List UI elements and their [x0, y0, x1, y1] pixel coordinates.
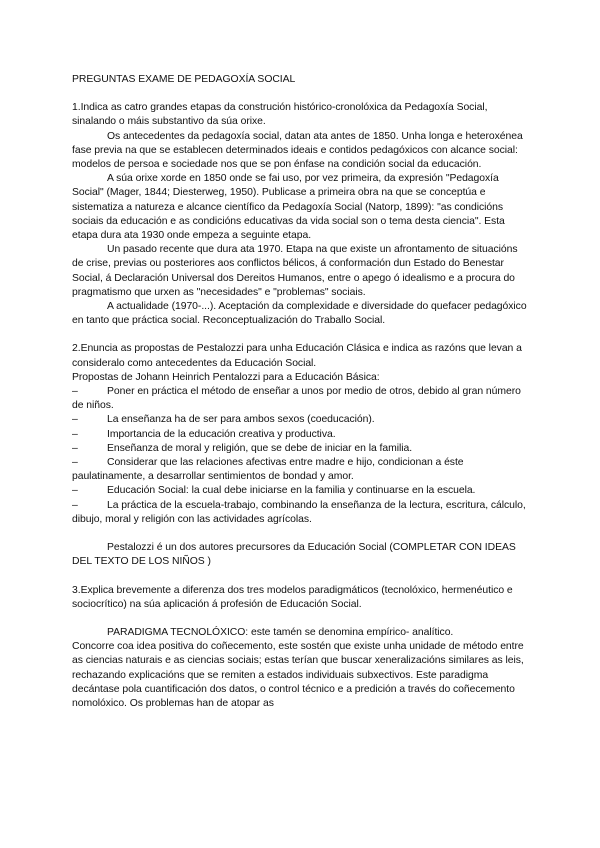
list-item	[72, 456, 528, 484]
q3-paradigma-tecnoloxico-text: Concorre coa idea positiva do coñecemento, este sostén que existe unha unidade de método entre as ciencias naturais e as ciencias sociais; estas terían que buscar xeneralizacións similares as leis, rechazando explicacións que se remiten a estados individuais subxectivos. Este paradigma decántase pola cuantificación dos datos, o control técnico e a predición a través do coñecemento nomolóxico. Os problemas han de atopar as	[72, 641, 524, 709]
document-title: PREGUNTAS EXAME DE PEDAGOXÍA SOCIAL	[72, 74, 296, 85]
q1-paragraph-antecedentes: Os antecedentes da pedagoxía social, datan ata antes de 1850. Unha longa e heteroxénea fase previa na que se establecen determinados ideais e contidos pedagóxicos con alcance social: modelos de persoa e sociedade nos que se pon énfase na condición social da educación.	[72, 130, 523, 171]
q1-paragraph-pasado-recente: Un pasado recente que dura ata 1970. Etapa na que existe un afrontamento de situacións de crise, previas ou posteriores aos conflictos bélicos, á conformación dun Estado do Benestar Social, á Declaración Universal dos Dereitos Humanos, entre o apego ó idealismo e a procura do pragmatismo que urxen as "necesidades" e "problemas" sociais.	[72, 244, 518, 298]
list-item	[72, 442, 528, 456]
question-2: 2.Enuncia as propostas de Pestalozzi para unha Educación Clásica e indica as razóns que levan a consideralo como antecedentes da Educación Social.	[72, 343, 522, 369]
list-item-text: La práctica de la escuela-trabajo, combinando la enseñanza de la lectura, escritura, cálculo, dibujo, moral y religión con las actividades agrícolas.	[72, 499, 526, 525]
list-item-text: La enseñanza ha de ser para ambos sexos (coeducación).	[107, 414, 375, 426]
dash-marker: –	[72, 485, 78, 497]
list-item-text: Poner en práctica el método de enseñar a unos por medio de otros, debido al gran número de niños.	[72, 386, 521, 412]
list-item-text: Enseñanza de moral y religión, que se debe de iniciar en la familia.	[107, 442, 413, 454]
q2-intro: Propostas de Johann Heinrich Pentalozzi para a Educación Básica:	[72, 371, 380, 383]
question-3: 3.Explica brevemente a diferenza dos tres modelos paradigmáticos (tecnolóxico, hermenéutico e sociocrítico) na súa aplicación á profesión de Educación Social.	[72, 584, 513, 610]
list-item-text: Educación Social: la cual debe iniciarse en la familia y continuarse en la escuela.	[107, 485, 476, 497]
dash-marker: –	[72, 386, 78, 398]
dash-marker: –	[72, 442, 78, 454]
q1-paragraph-orixe: A súa orixe xorde en 1850 onde se fai uso, por vez primeira, da expresión "Pedagoxía Social" (Mager, 1844; Diesterweg, 1950). Publicase a primeira obra na que se conceptúa e sistematiza a natureza e alcance científico da Pedagoxía Social (Natorp, 1899): "as condicións sociais da educación e as condicións educativas da vida social son o tema desta ciencia". Esta etapa dura ata 1930 onde empeza a seguinte etapa.	[72, 173, 505, 242]
dash-marker: –	[72, 457, 78, 469]
list-item	[72, 484, 528, 498]
document-page	[72, 73, 528, 711]
list-item-text: Importancia de la educación creativa y productiva.	[107, 428, 336, 440]
list-item	[72, 385, 528, 413]
dash-marker: –	[72, 428, 78, 440]
list-item	[72, 413, 528, 427]
q2-note: Pestalozzi é un dos autores precursores da Educación Social (COMPLETAR CON IDEAS DEL TEXTO DE LOS NIÑOS )	[72, 542, 516, 568]
dash-marker: –	[72, 499, 78, 511]
list-item	[72, 428, 528, 442]
q1-paragraph-actualidade: A actualidade (1970-...). Aceptación da complexidade e diversidade do quefacer pedagóxico en tanto que práctica social. Reconceptualización do Traballo Social.	[72, 301, 527, 327]
list-item	[72, 499, 528, 527]
list-item-text: Considerar que las relaciones afectivas entre madre e hijo, condicionan a éste paulatinamente, a desarrollar sentimientos de bondad y amor.	[72, 457, 464, 483]
q3-paradigma-tecnoloxico-heading: PARADIGMA TECNOLÓXICO: este tamén se denomina empírico- analítico.	[107, 626, 454, 638]
question-1: 1.Indica as catro grandes etapas da construción histórico-cronolóxica da Pedagoxía Social, sinalando o máis substantivo da súa orixe.	[72, 102, 488, 128]
dash-marker: –	[72, 414, 78, 426]
